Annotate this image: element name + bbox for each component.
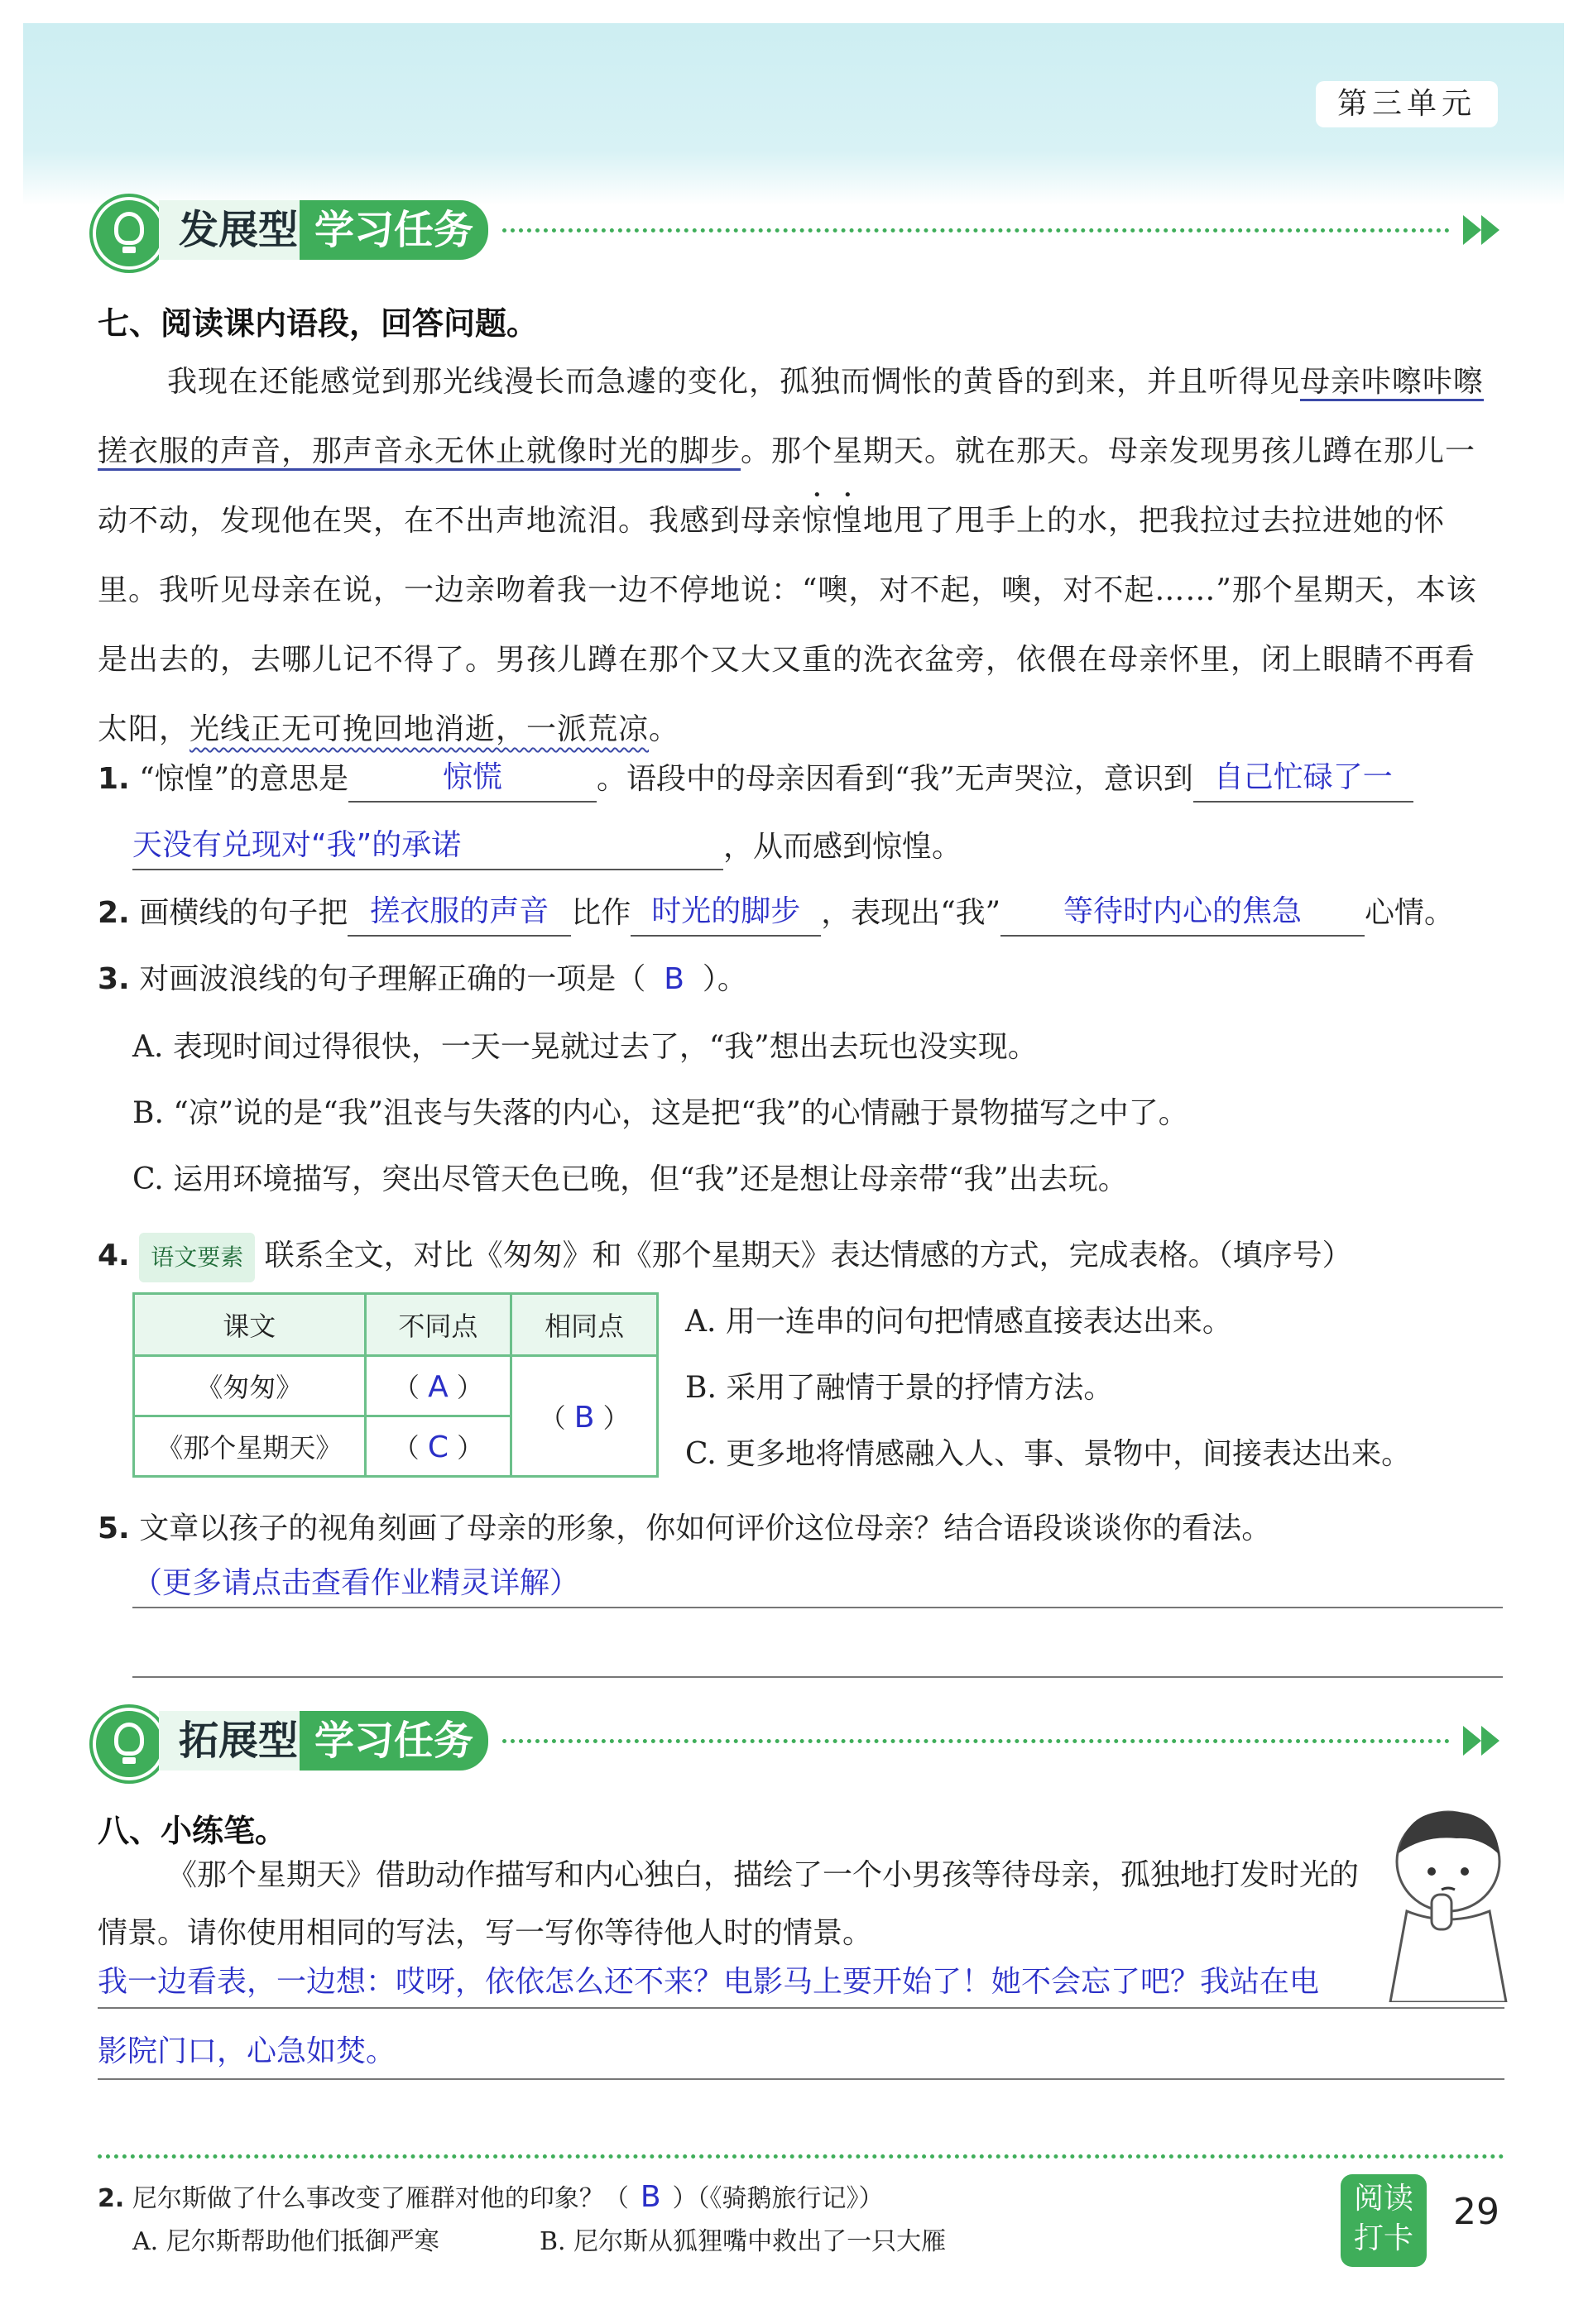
question-text: ，表现出“我” — [821, 896, 1001, 930]
writing-answer-line-1: 我一边看表，一边想：哎呀，依依怎么还不来？电影马上要开始了！她不会忘了吧？我站在电 — [98, 1965, 1320, 1999]
question-text: ）。 — [702, 962, 747, 996]
wavy-underlined-sentence: 光线正无可挽回地消逝，一派荒凉 — [190, 712, 650, 746]
q4-option-c: C. 更多地将情感融入人、事、景物中，间接表达出来。 — [685, 1437, 1412, 1471]
option-a: A. 表现时间过得很快，一天一晃就过去了，“我”想出去玩也没实现。 — [132, 1030, 1038, 1064]
answer-blank[interactable] — [1000, 889, 1365, 937]
badge-line-1: 阅读 — [1353, 2182, 1413, 2216]
answer-line[interactable] — [132, 1676, 1503, 1678]
passage-text: 。 — [649, 712, 680, 746]
comparison-table — [132, 1292, 659, 1478]
question-8-title: 八、小练笔。 — [98, 1813, 287, 1849]
banner-label-a: 发展型 — [159, 200, 309, 260]
question-text: 心情。 — [1365, 896, 1455, 930]
table-cell-diff[interactable]: （ A ） — [365, 1356, 511, 1416]
section-banner-developmental — [93, 192, 1499, 268]
question-text: “惊惶”的意思是 — [139, 762, 348, 796]
arrow-icon — [1463, 215, 1481, 245]
question-text: ，从而感到惊惶。 — [723, 830, 962, 864]
option-c: C. 运用环境描写，突出尽管天色已晚，但“我”还是想让母亲带“我”出去玩。 — [132, 1162, 1128, 1196]
footer-question — [98, 2178, 1322, 2219]
underlined-sentence: 母亲咔嚓咔嚓搓衣服的声音，那声音永无休止就像时光的脚步 — [98, 365, 1484, 471]
question-1 — [98, 755, 1504, 803]
answer-blank[interactable] — [132, 822, 723, 870]
table-header: 相同点 — [511, 1294, 658, 1356]
banner-label-a: 拓展型 — [159, 1711, 309, 1771]
passage-text: 。那个星期天。就在那天。母亲发现男孩儿蹲在那儿一动不动，发现他在哭，在不出声地流泪。我感到母亲 — [98, 434, 1476, 538]
arrow-icon — [1481, 1726, 1499, 1756]
table-cell-diff[interactable]: （ C ） — [365, 1416, 511, 1477]
handwritten-answer: 自己忙碌了一 — [1213, 760, 1393, 794]
answer-blank[interactable] — [348, 755, 597, 803]
reading-passage — [98, 347, 1504, 764]
question-text: 对画波浪线的句子理解正确的一项是（ — [139, 962, 646, 996]
answer-blank[interactable] — [348, 889, 571, 937]
arrow-icon — [1463, 1726, 1481, 1756]
answer-line[interactable] — [132, 1560, 1503, 1608]
question-3 — [98, 956, 1504, 1003]
reading-checkin-badge — [1341, 2174, 1427, 2267]
lightbulb-icon — [93, 197, 166, 270]
question-text: 文章以孩子的视角刻画了母亲的形象，你如何评价这位母亲？结合语段谈谈你的看法。 — [139, 1512, 1272, 1545]
handwritten-answer: （更多请点击查看作业精灵详解） — [132, 1566, 580, 1600]
question-text: 比作 — [571, 896, 631, 930]
banner-label-b: 学习任务 — [300, 200, 488, 260]
q4-option-a: A. 用一连串的问句把情感直接表达出来。 — [685, 1305, 1232, 1339]
answer-blank[interactable] — [1193, 755, 1413, 803]
handwritten-answer: B — [664, 962, 684, 996]
question-4 — [98, 1233, 1504, 1282]
passage-text: 我现在还能感觉到那光线漫长而急遽的变化，孤独而惆怅的黄昏的到来，并且听得见 — [167, 365, 1301, 399]
option-b: B. “凉”说的是“我”沮丧与失落的内心，这是把“我”的心情融于景物描写之中了。 — [132, 1096, 1188, 1130]
tag-badge: 语文要素 — [139, 1233, 255, 1282]
badge-line-2: 打卡 — [1353, 2221, 1413, 2255]
handwritten-answer: B — [573, 1400, 595, 1435]
writing-prompt: 《那个星期天》借助动作描写和内心独白，描绘了一个小男孩等待母亲，孤独地打发时光的情景。请你使用相同的写法，写一写你等待他人时的情景。 — [98, 1858, 1360, 1950]
question-text: 联系全文，对比《匆匆》和《那个星期天》表达情感的方式，完成表格。（填序号） — [264, 1239, 1352, 1272]
answer-line[interactable] — [98, 2078, 1504, 2080]
question-5 — [98, 1506, 1504, 1552]
question-text: 画横线的句子把 — [139, 896, 348, 930]
passage-text: 地甩了甩手上的水，把我拉过去拉进她的怀里。我听见母亲在说，一边亲吻着我一边不停地说：“噢，对不起，噢，对不起……”那个星期天，本该是出去的，去哪儿记不得了。男孩儿蹲在那个又大又重的洗衣盆旁，依偎在母亲怀里，闭上眼睛不再看太阳， — [98, 504, 1477, 746]
banner-divider — [502, 228, 1450, 232]
question-2 — [98, 889, 1504, 937]
footer-option-b: B. 尼尔斯从狐狸嘴中救出了一只大雁 — [540, 2227, 947, 2256]
handwritten-answer: 时光的脚步 — [651, 894, 801, 928]
question-number: 4. — [98, 1239, 130, 1272]
table-header: 不同点 — [365, 1294, 511, 1356]
handwritten-answer: 天没有兑现对“我”的承诺 — [132, 828, 462, 862]
question-text: ）（《骑鹅旅行记》） — [672, 2184, 884, 2213]
question-number: 1. — [98, 762, 130, 796]
dotted-word: 惊惶 — [802, 504, 864, 538]
question-7-title: 七、阅读课内语段，回答问题。 — [98, 305, 539, 342]
arrow-icon — [1481, 215, 1499, 245]
handwritten-answer: 等待时内心的焦急 — [1063, 894, 1303, 928]
table-row — [134, 1356, 658, 1416]
banner-label-b: 学习任务 — [300, 1711, 488, 1771]
question-number: 3. — [98, 962, 130, 996]
table-cell-same[interactable]: （ B ） — [511, 1356, 658, 1477]
q4-option-b: B. 采用了融情于景的抒情方法。 — [685, 1371, 1114, 1405]
lightbulb-icon — [93, 1708, 166, 1780]
question-text: 尼尔斯做了什么事改变了雁群对他的印象？（ — [132, 2184, 629, 2213]
question-1-line-2 — [132, 822, 1506, 870]
writing-answer-line-2: 影院门口，心急如焚。 — [98, 2034, 396, 2068]
page-number: 29 — [1453, 2191, 1499, 2233]
question-text: 。语段中的母亲因看到“我”无声哭泣，意识到 — [597, 762, 1193, 796]
question-number: 5. — [98, 1512, 130, 1545]
footer-option-a: A. 尼尔斯帮助他们抵御严寒 — [132, 2227, 439, 2256]
question-number: 2. — [98, 896, 130, 930]
handwritten-answer: 搓衣服的声音 — [370, 894, 549, 928]
table-header: 课文 — [134, 1294, 366, 1356]
handwritten-answer: C — [427, 1430, 449, 1464]
handwritten-answer: 惊慌 — [442, 760, 502, 794]
question-number: 2. — [98, 2184, 125, 2213]
handwritten-answer: B — [640, 2180, 661, 2214]
table-cell-title: 《匆匆》 — [134, 1356, 366, 1416]
unit-label: 第三单元 — [1316, 81, 1498, 127]
handwritten-answer: A — [428, 1370, 449, 1404]
section-banner-extended — [93, 1703, 1499, 1779]
footer-divider — [98, 2154, 1504, 2159]
answer-line[interactable] — [98, 2007, 1504, 2009]
banner-divider — [502, 1739, 1450, 1743]
table-cell-title: 《那个星期天》 — [134, 1416, 366, 1477]
answer-blank[interactable] — [631, 889, 821, 937]
